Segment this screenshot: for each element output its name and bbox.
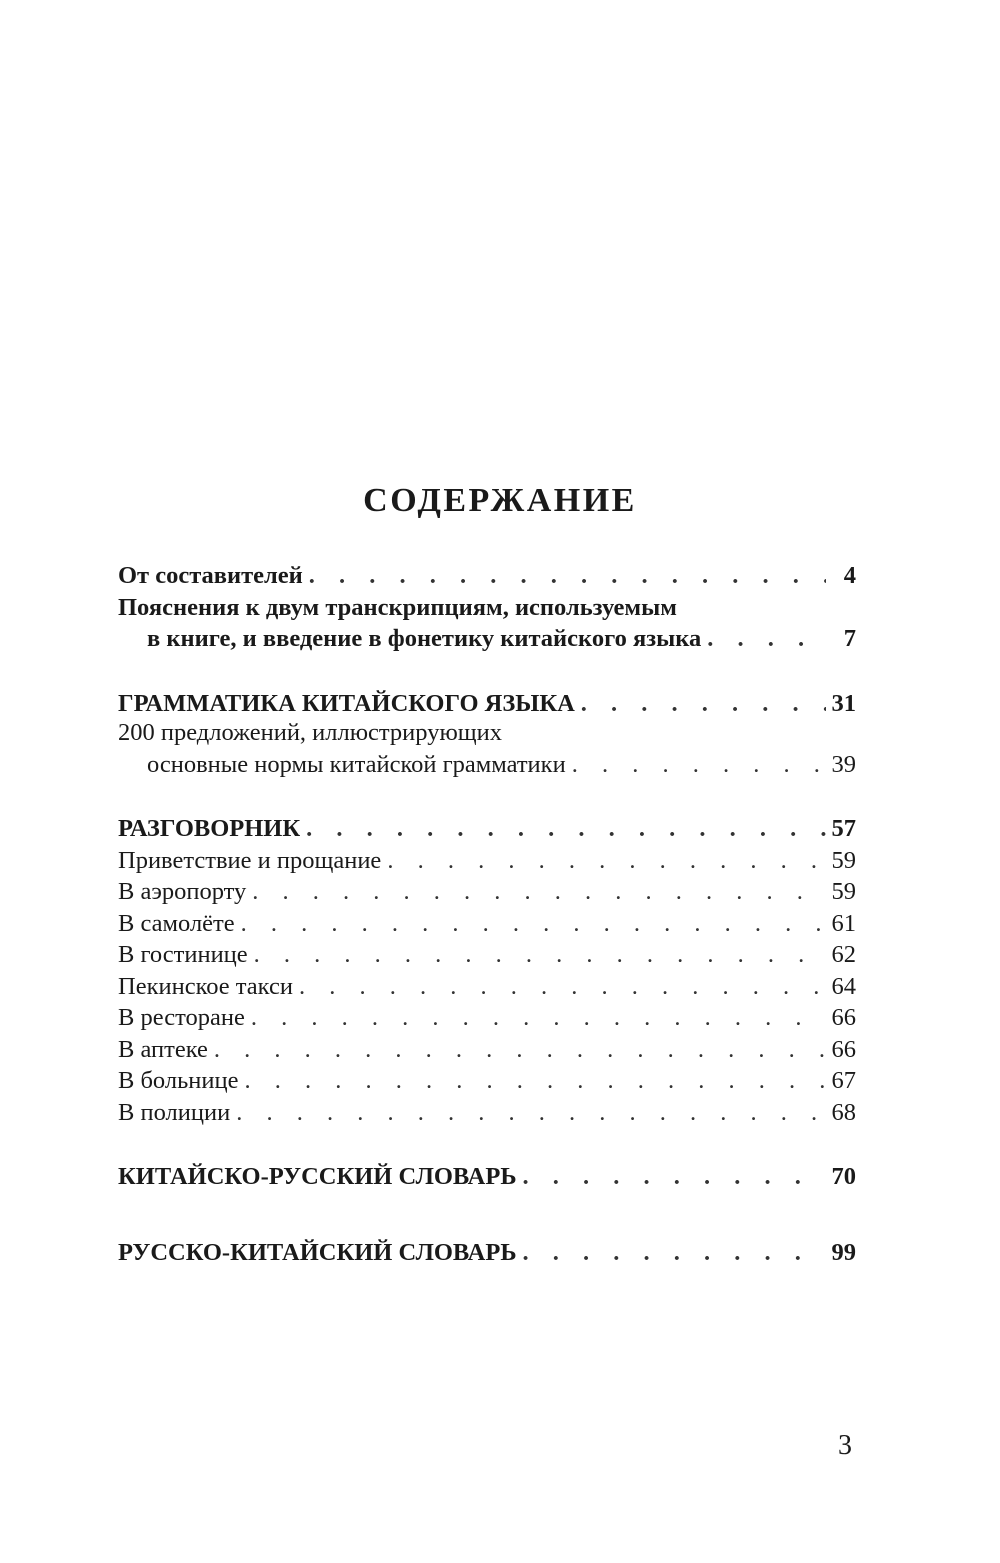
- dot-leader: [299, 973, 826, 1001]
- toc-entry-page: 7: [843, 625, 856, 652]
- toc-entry-label: основные нормы китайской грамматики: [147, 750, 566, 778]
- toc-entry: [118, 941, 856, 973]
- toc-section: [118, 1239, 856, 1271]
- toc-entry-label: Пояснения к двум транскрипциям, используемым: [118, 593, 677, 621]
- toc-entry-label: В полиции: [118, 1098, 231, 1126]
- toc-entry-page: 70: [831, 1163, 856, 1190]
- toc-entry-label: В самолёте: [118, 909, 235, 937]
- toc-entry: [118, 1067, 856, 1099]
- toc-entry-continuation: [118, 625, 856, 657]
- toc-entry: [118, 1099, 856, 1131]
- toc-entry-page: 99: [831, 1238, 856, 1266]
- toc-section-label: РУССКО-КИТАЙСКИЙ СЛОВАРЬ: [118, 1238, 517, 1266]
- toc-entry-label: В аэропорту: [118, 878, 247, 905]
- dot-leader: [523, 1163, 826, 1191]
- toc-entry: [118, 1004, 856, 1036]
- toc-entry-page: 67: [831, 1067, 856, 1094]
- toc-entry: [118, 719, 856, 751]
- dot-leader: [523, 1239, 826, 1267]
- dot-leader: [572, 751, 826, 779]
- toc-entry-page: 62: [831, 941, 856, 968]
- dot-leader: [707, 625, 826, 653]
- table-of-contents: [118, 562, 856, 1270]
- dot-leader: [306, 815, 825, 843]
- toc-entry-label: В больнице: [118, 1067, 239, 1094]
- dot-leader: [214, 1036, 826, 1064]
- toc-section-label: РАЗГОВОРНИК: [118, 815, 301, 842]
- toc-entry-label: От составителей: [118, 562, 303, 589]
- dot-leader: [241, 910, 826, 938]
- toc-entry-page: 39: [831, 750, 856, 778]
- toc-entry-page: 57: [831, 815, 856, 842]
- toc-entry-page: 31: [831, 689, 856, 717]
- toc-entry-label: Пекинское такси: [118, 972, 293, 1000]
- toc-entry-page: 59: [831, 878, 856, 905]
- toc-section: [118, 690, 856, 722]
- dot-leader: [254, 941, 826, 969]
- dot-leader: [244, 1067, 825, 1095]
- toc-entry-page: 59: [831, 846, 856, 874]
- dot-leader: [309, 562, 826, 590]
- toc-entry: [118, 1036, 856, 1068]
- toc-section-label: ГРАММАТИКА КИТАЙСКОГО ЯЗЫКА: [118, 689, 575, 717]
- toc-section: [118, 1163, 856, 1195]
- toc-entry-label: 200 предложений, иллюстрирующих: [118, 719, 502, 746]
- toc-entry-label: Приветствие и прощание: [118, 846, 382, 874]
- toc-entry-continuation: [118, 751, 856, 783]
- dot-leader: [581, 690, 826, 718]
- page-title: СОДЕРЖАНИЕ: [363, 482, 637, 519]
- toc-entry-label: В аптеке: [118, 1035, 208, 1063]
- toc-section-label: КИТАЙСКО-РУССКИЙ СЛОВАРЬ: [118, 1163, 517, 1190]
- toc-entry-label: В ресторане: [118, 1004, 245, 1031]
- dot-leader: [387, 847, 825, 875]
- toc-entry: [118, 973, 856, 1005]
- toc-entry-page: 4: [843, 562, 856, 589]
- dot-leader: [252, 878, 825, 906]
- dot-leader: [251, 1004, 826, 1032]
- toc-entry: [118, 594, 856, 626]
- toc-entry: [118, 847, 856, 879]
- toc-entry-page: 64: [831, 972, 856, 1000]
- toc-entry-label: в книге, и введение в фонетику китайского языка: [147, 625, 702, 652]
- toc-entry-label: В гостинице: [118, 941, 248, 968]
- toc-entry: [118, 910, 856, 942]
- toc-entry: [118, 878, 856, 910]
- dot-leader: [236, 1099, 825, 1127]
- toc-entry-page: 61: [831, 909, 856, 937]
- toc-entry: [118, 562, 856, 594]
- page-number: 3: [838, 1430, 852, 1461]
- toc-section: [118, 815, 856, 847]
- toc-entry-page: 66: [831, 1035, 856, 1063]
- toc-entry-page: 66: [831, 1004, 856, 1031]
- toc-entry-page: 68: [831, 1098, 856, 1126]
